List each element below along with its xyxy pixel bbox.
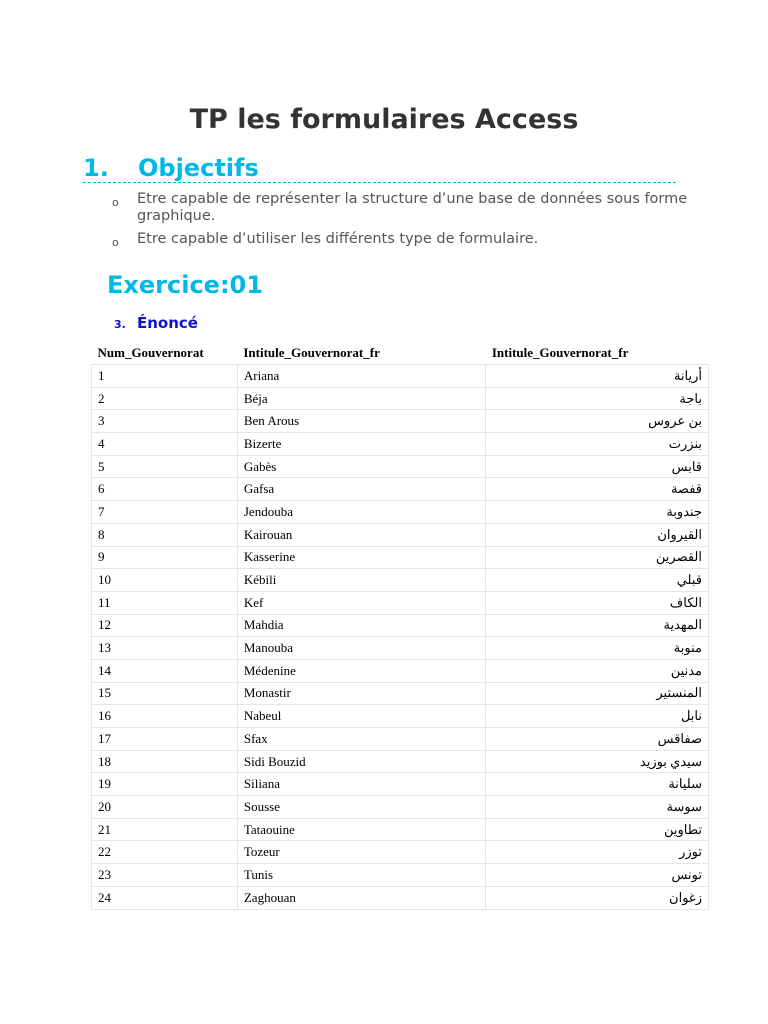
section-title: Objectifs <box>138 154 259 182</box>
document-title: TP les formulaires Access <box>189 104 579 135</box>
cell-num: 2 <box>92 387 238 410</box>
section-underline <box>83 182 676 183</box>
table-row <box>92 569 709 592</box>
cell-name-ar: قفصة <box>486 478 709 501</box>
cell-num: 1 <box>92 365 238 388</box>
subsection-title: Énoncé <box>137 314 198 332</box>
cell-name-ar: نابل <box>486 705 709 728</box>
cell-name-ar: أريانة <box>486 365 709 388</box>
gouvernorat-table <box>91 342 709 910</box>
subsection-number: 3. <box>114 318 126 331</box>
table-row <box>92 659 709 682</box>
table-row <box>92 773 709 796</box>
table-row <box>92 841 709 864</box>
section-heading-objectifs <box>83 152 259 184</box>
table-row <box>92 750 709 773</box>
cell-name-ar: مدنين <box>486 659 709 682</box>
cell-num: 14 <box>92 659 238 682</box>
cell-name-fr: Kébili <box>237 569 486 592</box>
table-row <box>92 433 709 456</box>
table-row <box>92 387 709 410</box>
cell-name-fr: Béja <box>237 387 486 410</box>
cell-name-fr: Ben Arous <box>237 410 486 433</box>
cell-num: 10 <box>92 569 238 592</box>
table-row <box>92 705 709 728</box>
cell-name-fr: Monastir <box>237 682 486 705</box>
column-header-intitule-fr: Intitule_Gouvernorat_fr <box>237 342 486 365</box>
cell-num: 7 <box>92 501 238 524</box>
cell-num: 11 <box>92 591 238 614</box>
table-row <box>92 682 709 705</box>
cell-name-fr: Sfax <box>237 728 486 751</box>
cell-name-fr: Gafsa <box>237 478 486 501</box>
table-row <box>92 614 709 637</box>
exercise-heading: Exercice:01 <box>107 271 263 299</box>
cell-name-fr: Sidi Bouzid <box>237 750 486 773</box>
cell-num: 5 <box>92 455 238 478</box>
cell-name-ar: المهدية <box>486 614 709 637</box>
cell-name-ar: بن عروس <box>486 410 709 433</box>
column-header-intitule-ar: Intitule_Gouvernorat_fr <box>486 342 709 365</box>
objective-item <box>112 231 692 248</box>
cell-name-ar: سيدي بوزيد <box>486 750 709 773</box>
table-row <box>92 728 709 751</box>
table-row <box>92 864 709 887</box>
table-row <box>92 796 709 819</box>
cell-name-fr: Tataouine <box>237 818 486 841</box>
cell-num: 3 <box>92 410 238 433</box>
cell-num: 4 <box>92 433 238 456</box>
table-row <box>92 523 709 546</box>
objectives-list <box>112 191 692 254</box>
cell-name-fr: Nabeul <box>237 705 486 728</box>
cell-name-fr: Kasserine <box>237 546 486 569</box>
cell-num: 18 <box>92 750 238 773</box>
cell-name-ar: توزر <box>486 841 709 864</box>
cell-name-ar: سليانة <box>486 773 709 796</box>
table-row <box>92 818 709 841</box>
table-body <box>92 365 709 910</box>
cell-name-ar: قابس <box>486 455 709 478</box>
cell-name-ar: تونس <box>486 864 709 887</box>
cell-num: 13 <box>92 637 238 660</box>
table-row <box>92 455 709 478</box>
cell-num: 6 <box>92 478 238 501</box>
table-row <box>92 478 709 501</box>
subsection-heading-enonce <box>114 312 198 336</box>
cell-name-fr: Sousse <box>237 796 486 819</box>
bullet-marker: o <box>112 236 119 249</box>
cell-num: 21 <box>92 818 238 841</box>
table-row <box>92 886 709 909</box>
cell-name-ar: سوسة <box>486 796 709 819</box>
cell-name-ar: القصرين <box>486 546 709 569</box>
cell-num: 9 <box>92 546 238 569</box>
cell-name-fr: Mahdia <box>237 614 486 637</box>
cell-name-ar: منوبة <box>486 637 709 660</box>
table-row <box>92 501 709 524</box>
cell-num: 23 <box>92 864 238 887</box>
cell-name-ar: جندوبة <box>486 501 709 524</box>
cell-name-fr: Gabès <box>237 455 486 478</box>
cell-num: 22 <box>92 841 238 864</box>
cell-name-ar: باجة <box>486 387 709 410</box>
table-row <box>92 410 709 433</box>
cell-name-fr: Médenine <box>237 659 486 682</box>
cell-name-fr: Jendouba <box>237 501 486 524</box>
cell-name-ar: الكاف <box>486 591 709 614</box>
cell-num: 15 <box>92 682 238 705</box>
cell-num: 24 <box>92 886 238 909</box>
bullet-marker: o <box>112 196 119 209</box>
objective-text: Etre capable d’utiliser les différents type de formulaire. <box>137 231 539 247</box>
cell-name-fr: Siliana <box>237 773 486 796</box>
cell-num: 12 <box>92 614 238 637</box>
cell-name-ar: القيروان <box>486 523 709 546</box>
table-row <box>92 591 709 614</box>
cell-name-fr: Kef <box>237 591 486 614</box>
cell-name-ar: تطاوين <box>486 818 709 841</box>
cell-name-fr: Ariana <box>237 365 486 388</box>
objective-item <box>112 191 692 225</box>
cell-name-ar: قبلي <box>486 569 709 592</box>
table-row <box>92 365 709 388</box>
cell-name-ar: زغوان <box>486 886 709 909</box>
cell-name-ar: المنستير <box>486 682 709 705</box>
table-header-row <box>92 342 709 365</box>
cell-name-ar: صفاقس <box>486 728 709 751</box>
cell-num: 19 <box>92 773 238 796</box>
section-number: 1. <box>83 154 109 182</box>
table-row <box>92 546 709 569</box>
cell-name-ar: بنزرت <box>486 433 709 456</box>
cell-name-fr: Zaghouan <box>237 886 486 909</box>
cell-num: 17 <box>92 728 238 751</box>
column-header-num: Num_Gouvernorat <box>92 342 238 365</box>
cell-name-fr: Bizerte <box>237 433 486 456</box>
cell-num: 8 <box>92 523 238 546</box>
cell-num: 20 <box>92 796 238 819</box>
table-row <box>92 637 709 660</box>
cell-name-fr: Tozeur <box>237 841 486 864</box>
cell-name-fr: Kairouan <box>237 523 486 546</box>
cell-num: 16 <box>92 705 238 728</box>
cell-name-fr: Tunis <box>237 864 486 887</box>
objective-text: Etre capable de représenter la structure d’une base de données sous forme graphique. <box>137 191 688 224</box>
cell-name-fr: Manouba <box>237 637 486 660</box>
